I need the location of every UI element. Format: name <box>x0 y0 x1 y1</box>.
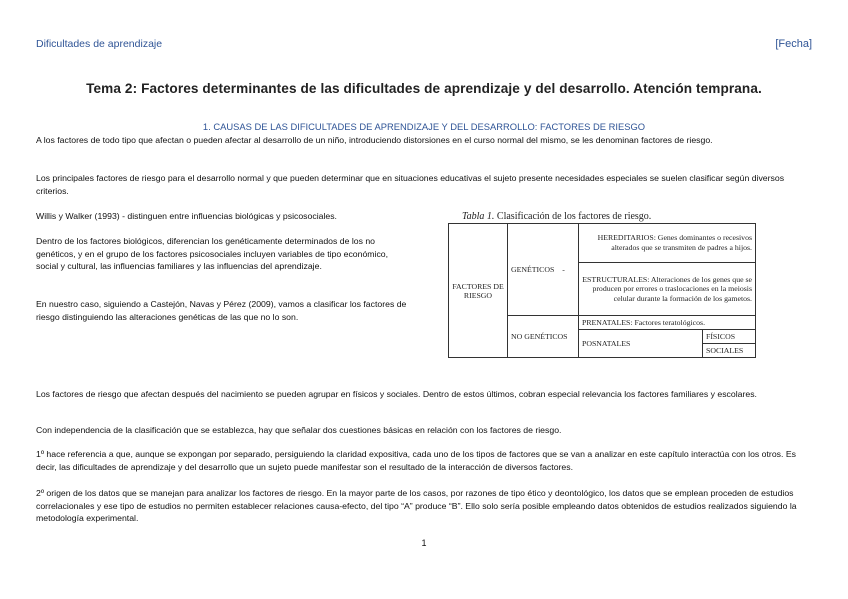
paragraph-postnatal-factors: Los factores de riesgo que afectan después del nacimiento se pueden agrupar en físicos y sociales. Dentro de estos últimos, cobran especial relevancia los factores familiares y escolares. <box>36 389 757 399</box>
header-date-placeholder: [Fecha] <box>775 38 812 50</box>
table-cell-prenatal: PRENATALES: Factores teratológicos. <box>579 316 756 330</box>
table-cell-social: SOCIALES <box>703 344 756 358</box>
genetic-dash: - <box>562 265 565 274</box>
page-title: Tema 2: Factores determinantes de las dificultades de aprendizaje y del desarrollo. Atención temprana. <box>86 81 762 96</box>
table-cell-non-genetic: NO GENÉTICOS <box>508 316 579 358</box>
paragraph-basic-issues: Con independencia de la clasificación que se establezca, hay que señalar dos cuestiones básicas en relación con los factores de riesgo. <box>36 425 562 435</box>
table-caption-text: Clasificación de los factores de riesgo. <box>494 211 652 222</box>
page-number: 1 <box>421 538 427 548</box>
paragraph-classification: Los principales factores de riesgo para el desarrollo normal y que pueden determinar que en situaciones educativas el sujeto presente necesidades especiales se suelen clasificar según diversos criterios. <box>36 173 785 196</box>
table-cell-risk-factors: FACTORES DE RIESGO <box>449 224 508 358</box>
table-caption-label: Tabla 1. <box>462 211 495 222</box>
paragraph-willis-walker: Willis y Walker (1993) - distinguen entre influencias biológicas y psicosociales. <box>36 211 337 221</box>
header-document-title: Dificultades de aprendizaje <box>36 38 163 50</box>
paragraph-issue-two: 2º origen de los datos que se manejan para analizar los factores de riesgo. En la mayor parte de los casos, por razones de tipo ético y deontológico, los datos que se emplean proceden de estudios correlacionales y ese tipo de estudios no permiten establecer relaciones causa-efecto, del tipo “A” produce “B”. Ello solo sería posible empleando datos obtenidos de estudios realizados siguiendo la metodología experimental. <box>36 488 797 523</box>
table-cell-physical: FÍSICOS <box>703 330 756 344</box>
genetic-label: GENÉTICOS <box>511 265 555 274</box>
table-cell-genetic <box>508 224 579 316</box>
table-cell-postnatal: POSNATALES <box>579 330 703 358</box>
table-cell-hereditary: HEREDITARIOS: Genes dominantes o recesivos alterados que se transmiten de padres a hijos. <box>579 224 756 263</box>
paragraph-definition: A los factores de todo tipo que afectan o pueden afectar al desarrollo de un niño, introduciendo distorsiones en el curso normal del mismo, se les denominan factores de riesgo. <box>36 135 713 145</box>
risk-factors-table <box>448 223 756 358</box>
section-heading: 1. CAUSAS DE LAS DIFICULTADES DE APRENDIZAJE Y DEL DESARROLLO: FACTORES DE RIESGO <box>202 121 646 132</box>
table-caption <box>462 211 651 222</box>
paragraph-issue-one: 1º hace referencia a que, aunque se expongan por separado, persiguiendo la claridad expositiva, cada uno de los tipos de factores que se van a analizar en este capítulo interactúa con los otros. Es decir, las dificultades de aprendizaje y del desarrollo que un sujeto puede manifestar son el resultado de la interacción de diversos factores. <box>36 449 796 472</box>
table-cell-structural: ESTRUCTURALES: Alteraciones de los genes que se producen por errores o traslocaciones en la meiosis celular durante la formación de los gametos. <box>579 263 756 316</box>
paragraph-castejon: En nuestro caso, siguiendo a Castejón, Navas y Pérez (2009), vamos a clasificar los factores de riesgo distinguiendo las alteraciones genéticas de las que no lo son. <box>36 299 407 322</box>
paragraph-biological-factors: Dentro de los factores biológicos, diferencian los genéticamente determinados de los no genéticos, y en el grupo de los factores psicosociales incluyen variables de tipo económico, social y cultural, las influencias familiares y las influencias del aprendizaje. <box>36 236 389 271</box>
